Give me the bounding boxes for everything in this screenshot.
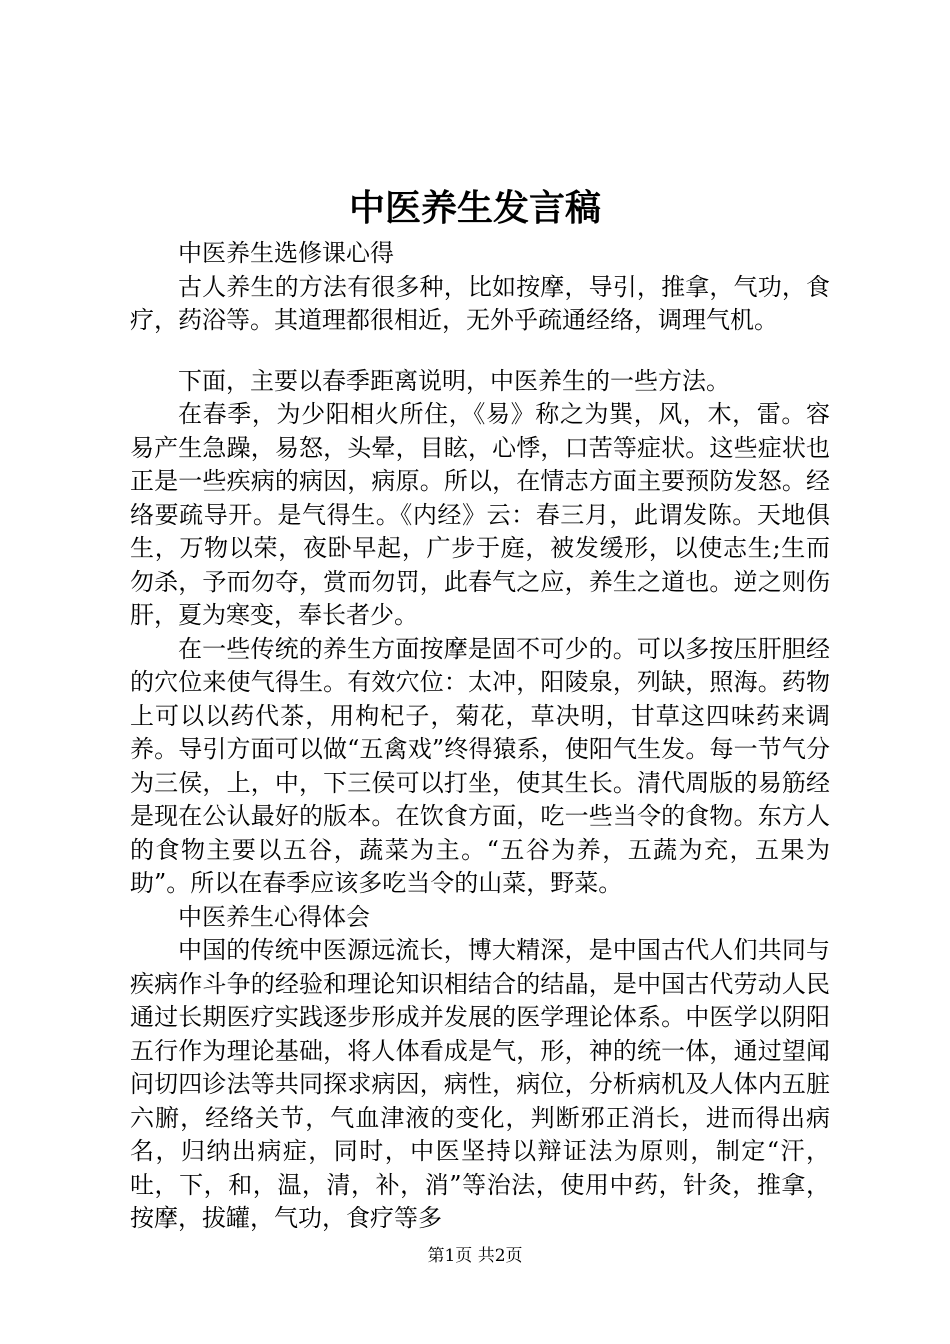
paragraph-methods-overview: 古人养生的方法有很多种，比如按摩，导引，推拿，气功，食疗，药浴等。其道理都很相近，无外乎疏通经络，调理气机。 [130,272,830,334]
document-body [130,237,830,1236]
paragraph-spring-season: 在春季，为少阳相火所住，《易》称之为巽，风，木，雷。容易产生急躁，易怒，头晕，目眩，心悸，口苦等症状。这些症状也正是一些疾病的病因，病原。所以，在情志方面主要预防发怒。经络要疏导开。是气得生。《内经》云：春三月，此谓发陈。天地俱生，万物以荣，夜卧早起，广步于庭，被发缓形，以使志生;生而勿杀，予而勿夺，赏而勿罚，此春气之应，养生之道也。逆之则伤肝，夏为寒变，奉长者少。 [130,400,830,629]
paragraph-traditional-methods: 在一些传统的养生方面按摩是固不可少的。可以多按压肝胆经的穴位来使气得生。有效穴位：太冲，阳陵泉，列缺，照海。药物上可以以药代茶，用枸杞子，菊花，草决明，甘草这四味药来调养。导引方面可以做“五禽戏”终得猿系，使阳气生发。每一节气分为三侯，上，中，下三侯可以打坐，使其生长。清代周版的易筋经是现在公认最好的版本。在饮食方面，吃一些当令的食物。东方人的食物主要以五谷，蔬菜为主。“五谷为养，五蔬为充，五果为助”。所以在春季应该多吃当令的山菜，野菜。 [130,634,830,897]
page-title: 中医养生发言稿 [348,187,601,229]
section-heading-experience: 中医养生心得体会 [178,902,370,931]
paragraph-spring-intro: 下面，主要以春季距离说明，中医养生的一些方法。 [178,366,730,395]
page-number: 第1页 共2页 [427,1246,523,1266]
section-heading-elective-course: 中医养生选修课心得 [178,239,394,267]
paragraph-tcm-history: 中国的传统中医源远流长，博大精深，是中国古代人们共同与疾病作斗争的经验和理论知识相结合的结晶，是中国古代劳动人民通过长期医疗实践逐步形成并发展的医学理论体系。中医学以阴阳五行作为理论基础，将人体看成是气，形，神的统一体，通过望闻问切四诊法等共同探求病因，病性，病位，分析病机及人体内五脏六腑，经络关节，气血津液的变化，判断邪正消长，进而得出病名，归纳出病症，同时，中医坚持以辩证法为原则，制定“汗，吐，下，和，温，清，补，消”等治法，使用中药，针灸，推拿，按摩，拔罐，气功，食疗等多 [130,936,830,1232]
paragraph-gap [130,338,830,365]
